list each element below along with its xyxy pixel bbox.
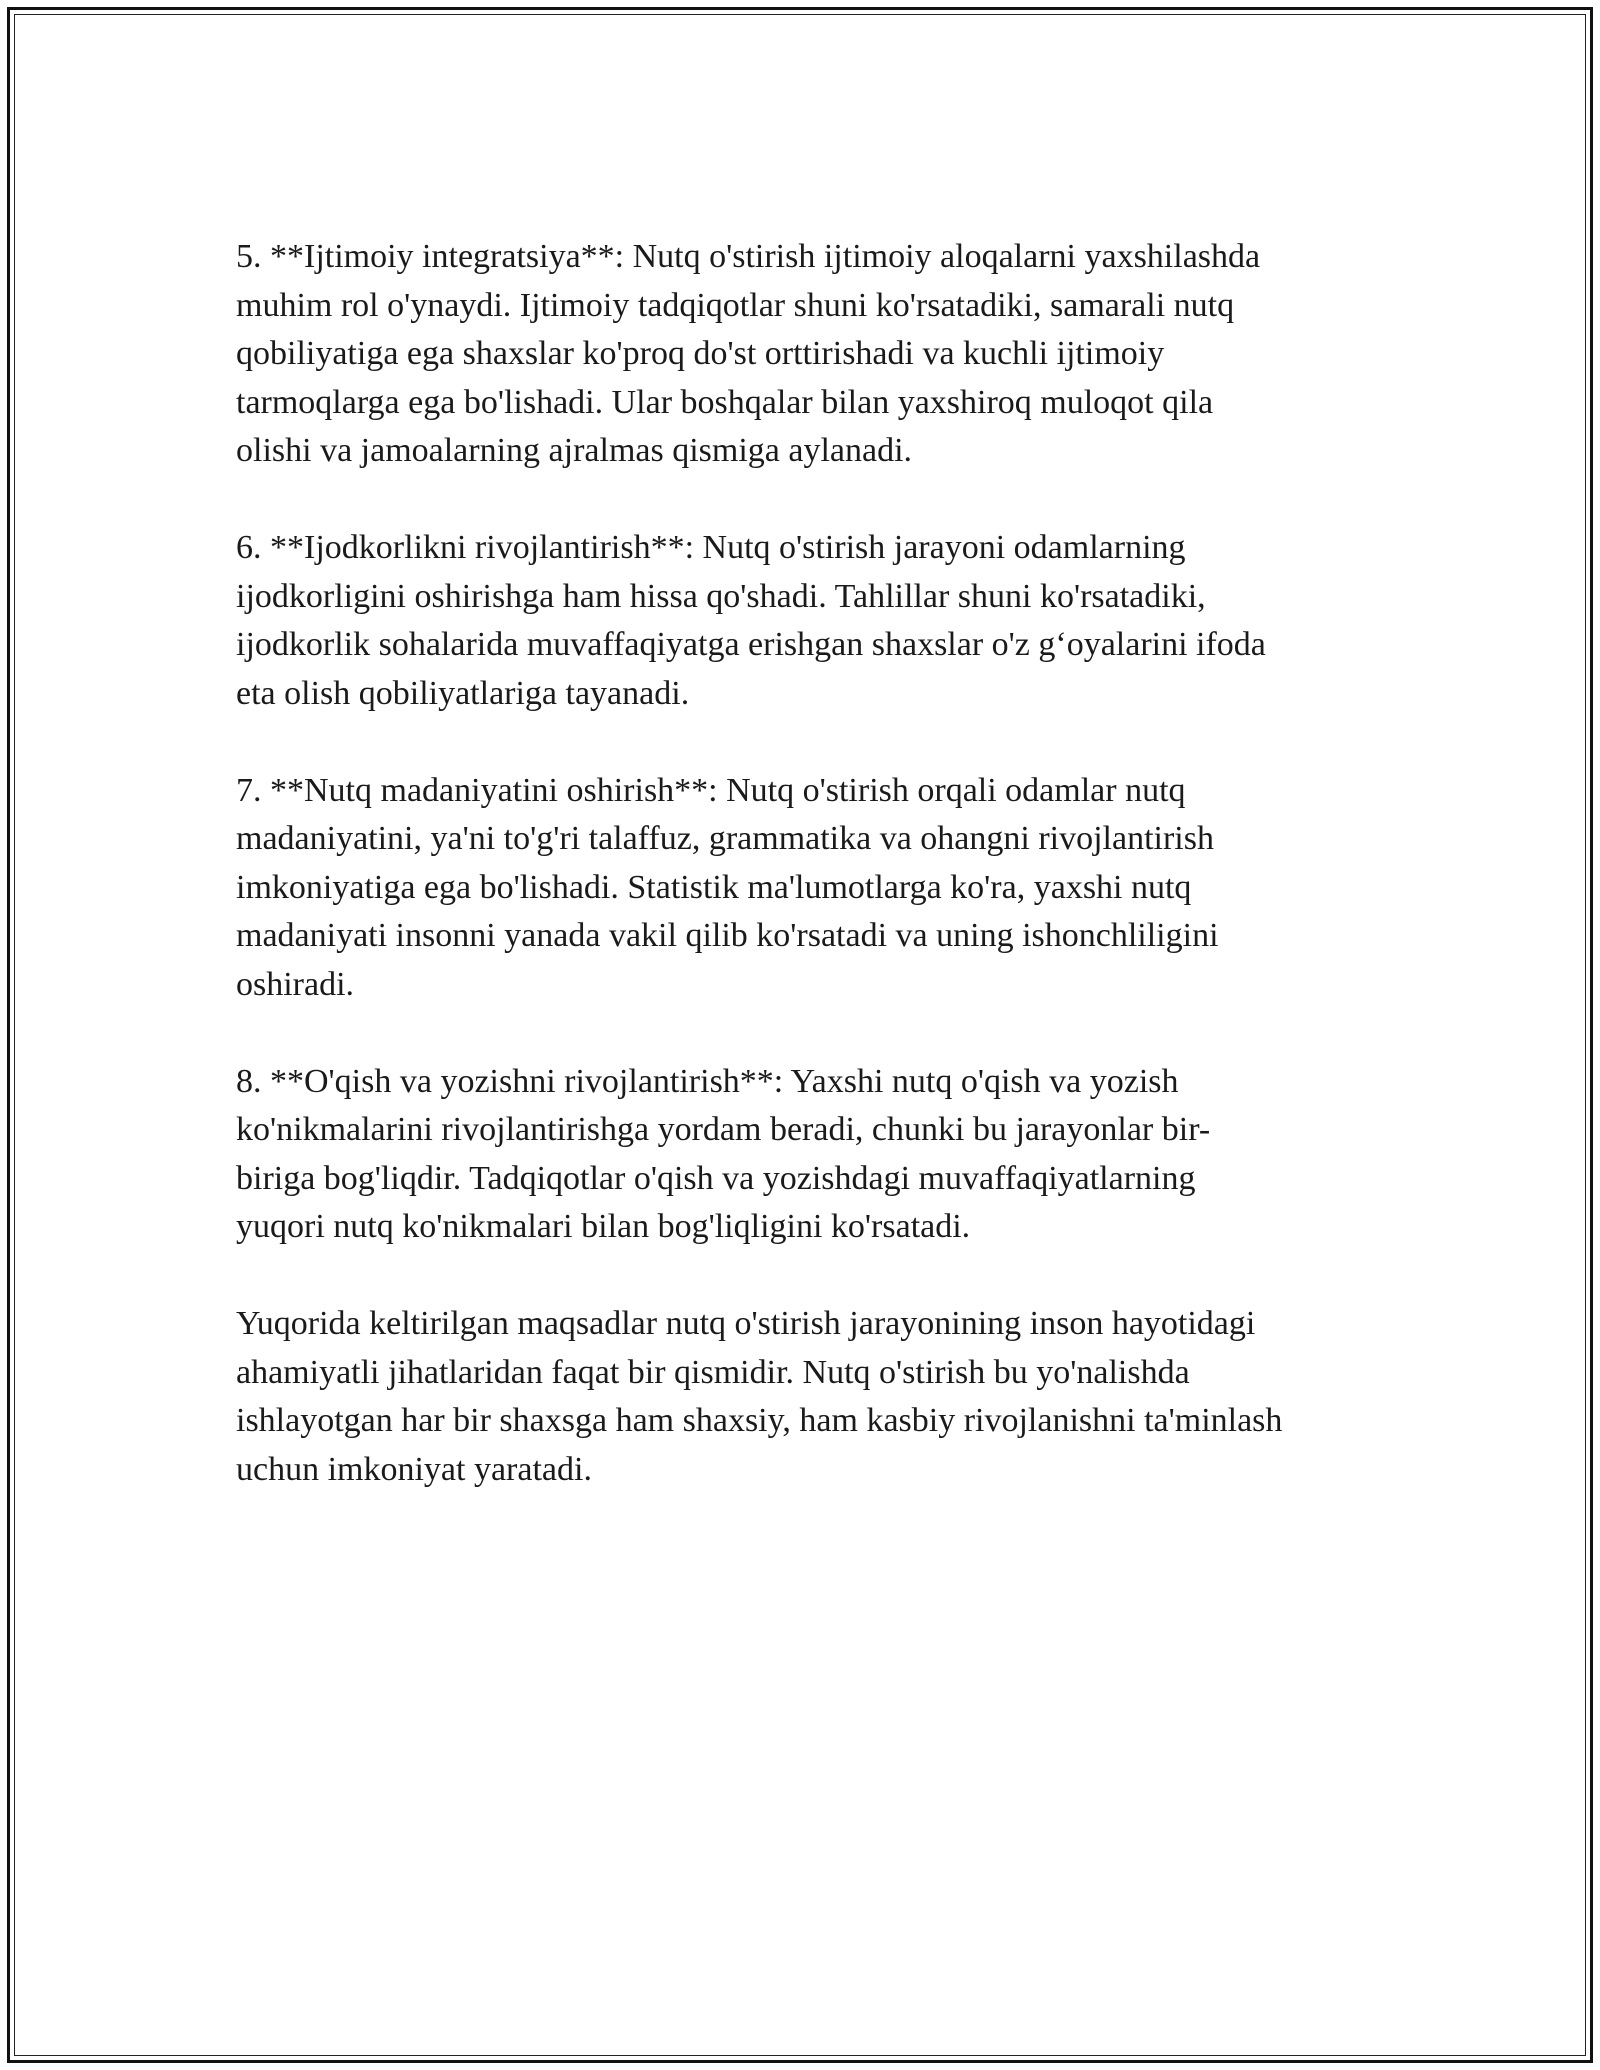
paragraph-conclusion: Yuqorida keltirilgan maqsadlar nutq o'stirish jarayonining inson hayotidagi ahamiyatli jihatlaridan faqat bir qismidir. Nutq o'stirish bu yo'nalishda ishlayotgan har bir shaxsga ham shaxsiy, ham kasbiy rivojlanishni ta'minlash uchun imkoniyat yaratadi. — [236, 1305, 1283, 1488]
paragraph-reading-writing: 8. **O'qish va yozishni rivojlantirish**: Yaxshi nutq o'qish va yozish ko'nikmalarini rivojlantirishga yordam beradi, chunki bu jarayonlar bir- biriga bog'liqdir. Tadqiqotlar o'qish va yozishdagi muvaffaqiyatlarning yuqori nutq ko'nikmalari bilan bog'liqligini ko'rsatadi. — [236, 1062, 1211, 1245]
paragraph-speech-culture: 7. **Nutq madaniyatini oshirish**: Nutq o'stirish orqali odamlar nutq madaniyatini, ya'ni to'g'ri talaffuz, grammatika va ohangni rivojlantirish imkoniyatiga ega bo'lishadi. Statistik ma'lumotlarga ko'ra, yaxshi nutq madaniyati insonni yanada vakil qilib ko'rsatadi va uning ishonchliligini oshiradi. — [236, 771, 1219, 1003]
paragraph-creativity: 6. **Ijodkorlikni rivojlantirish**: Nutq o'stirish jarayoni odamlarning ijodkorligini oshirishga ham hissa qo'shadi. Tahlillar shuni ko'rsatadiki, ijodkorlik sohalarida muvaffaqiyatga erishgan shaxslar o'z g‘oyalarini ifoda eta olish qobiliyatlariga tayanadi. — [236, 529, 1266, 712]
document-body — [236, 233, 1376, 1543]
paragraph-social-integration: 5. **Ijtimoiy integratsiya**: Nutq o'stirish ijtimoiy aloqalarni yaxshilashda muhim rol o'ynaydi. Ijtimoiy tadqiqotlar shuni ko'rsatadiki, samarali nutq qobiliyatiga ega shaxslar ko'proq do'st orttirishadi va kuchli ijtimoiy tarmoqlarga ega bo'lishadi. Ular boshqalar bilan yaxshiroq muloqot qila olishi va jamoalarning ajralmas qismiga aylanadi. — [236, 238, 1261, 469]
